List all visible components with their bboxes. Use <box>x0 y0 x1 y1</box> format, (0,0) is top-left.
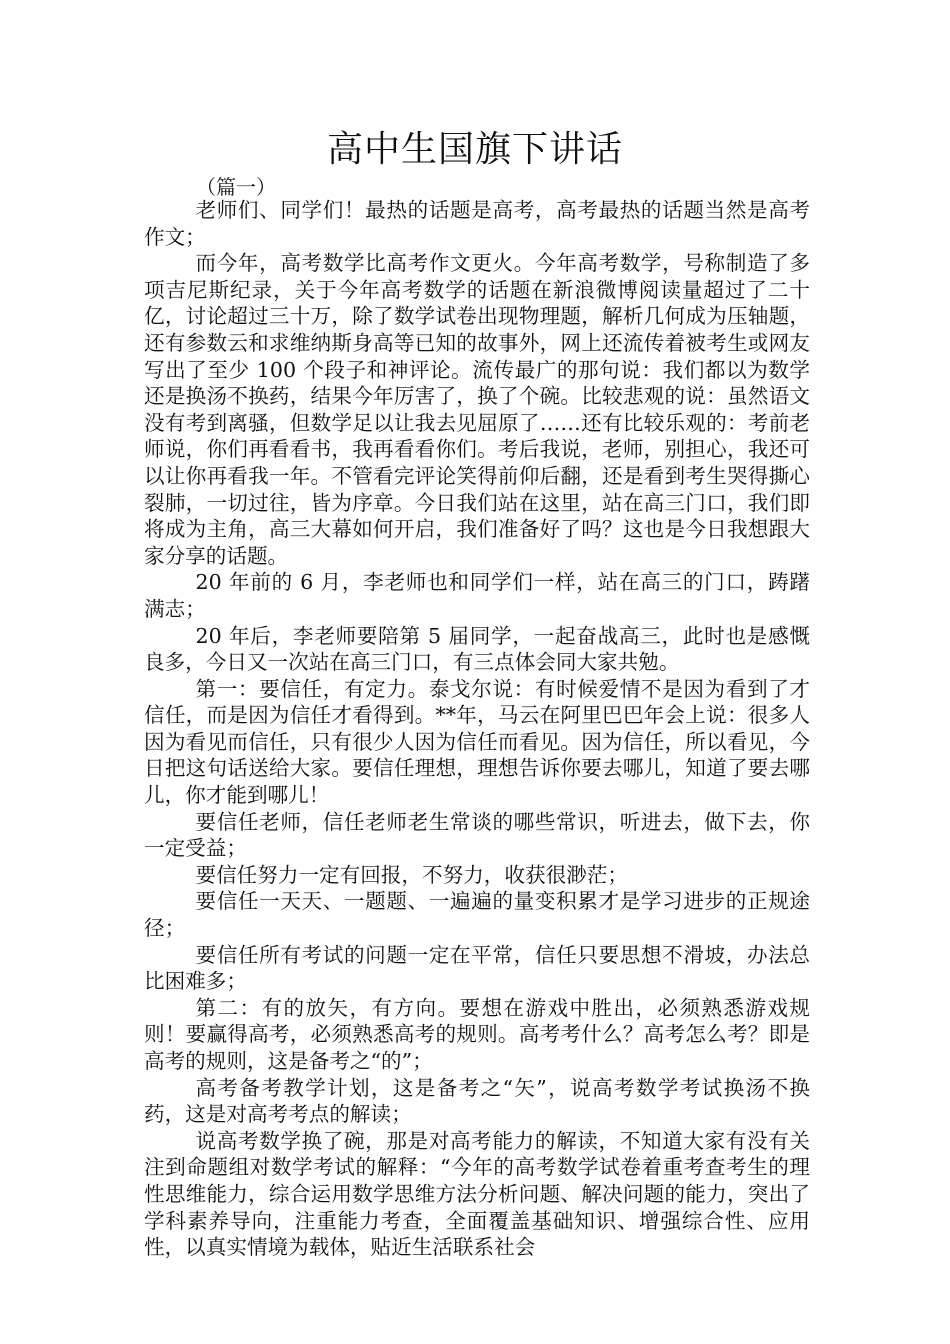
paragraph: 20 年前的 6 月，李老师也和同学们一样，站在高三的门口，踌躇满志； <box>144 570 810 621</box>
paragraph: 要信任一天天、一题题、一遍遍的量变积累才是学习进步的正规途径； <box>144 889 810 941</box>
paragraph: 要信任老师，信任老师老生常谈的哪些常识，听进去，做下去，你一定受益； <box>144 809 810 861</box>
paragraph: 老师们、同学们！最热的话题是高考，高考最热的话题当然是高考作文； <box>144 198 810 249</box>
paragraph: 第一：要信任，有定力。泰戈尔说：有时候爱情不是因为看到了才信任，而是因为信任才看得到。**年，马云在阿里巴巴年会上说：很多人因为看见而信任，只有很少人因为信任而看见。因为信任，所以看见，今日把这句话送给大家。要信任理想，理想告诉你要去哪儿，知道了要去哪儿，你才能到哪儿！ <box>144 676 810 808</box>
paragraph: 要信任所有考试的问题一定在平常，信任只要思想不滑坡，办法总比困难多； <box>144 942 810 994</box>
document-body <box>144 197 810 1261</box>
paragraph: 高考备考教学计划，这是备考之“矢”，说高考数学考试换汤不换药，这是对高考考点的解读； <box>144 1075 810 1127</box>
paragraph: 说高考数学换了碗，那是对高考能力的解读，不知道大家有没有关注到命题组对数学考试的解释：“今年的高考数学试卷着重考查考生的理性思维能力，综合运用数学思维方法分析问题、解决问题的能力，突出了学科素养导向，注重能力考查，全面覆盖基础知识、增强综合性、应用性，以真实情境为载体，贴近生活联系社会 <box>144 1128 810 1260</box>
section-label: （篇一） <box>196 175 276 199</box>
document-title: 高中生国旗下讲话 <box>326 129 623 170</box>
paragraph: 要信任努力一定有回报，不努力，收获很渺茫； <box>195 862 628 887</box>
paragraph: 而今年，高考数学比高考作文更火。今年高考数学，号称制造了多项吉尼斯纪录，关于今年高考数学的话题在新浪微博阅读量超过了二十亿，讨论超过三十万，除了数学试卷出现物理题，解析几何成为压轴题，还有参数云和求维纳斯身高等已知的故事外，网上还流传着被考生或网友写出了至少 100 个段子和神评论。流传最广的那句说：我们都以为数学还是换汤不换药，结果今年厉害了，换了个碗。比较悲观的说：虽然语文没有考到离骚，但数学足以让我去见屈原了……还有比较乐观的：考前老师说，你们再看看书，我再看看你们。考后我说，老师，别担心，我还可以让你再看我一年。不管看完评论笑得前仰后翻，还是看到考生哭得撕心裂肺，一切过往，皆为序章。今日我们站在这里，站在高三门口，我们即将成为主角，高三大幕如何开启，我们准备好了吗？这也是今日我想跟大家分享的话题。 <box>144 251 810 568</box>
paragraph: 20 年后，李老师要陪第 5 届同学，一起奋战高三，此时也是感慨良多，今日又一次站在高三门口，有三点体会同大家共勉。 <box>144 623 810 675</box>
paragraph: 第二：有的放矢，有方向。要想在游戏中胜出，必须熟悉游戏规则！要赢得高考，必须熟悉高考的规则。高考考什么？高考怎么考？即是高考的规则，这是备考之“的”； <box>144 995 810 1073</box>
